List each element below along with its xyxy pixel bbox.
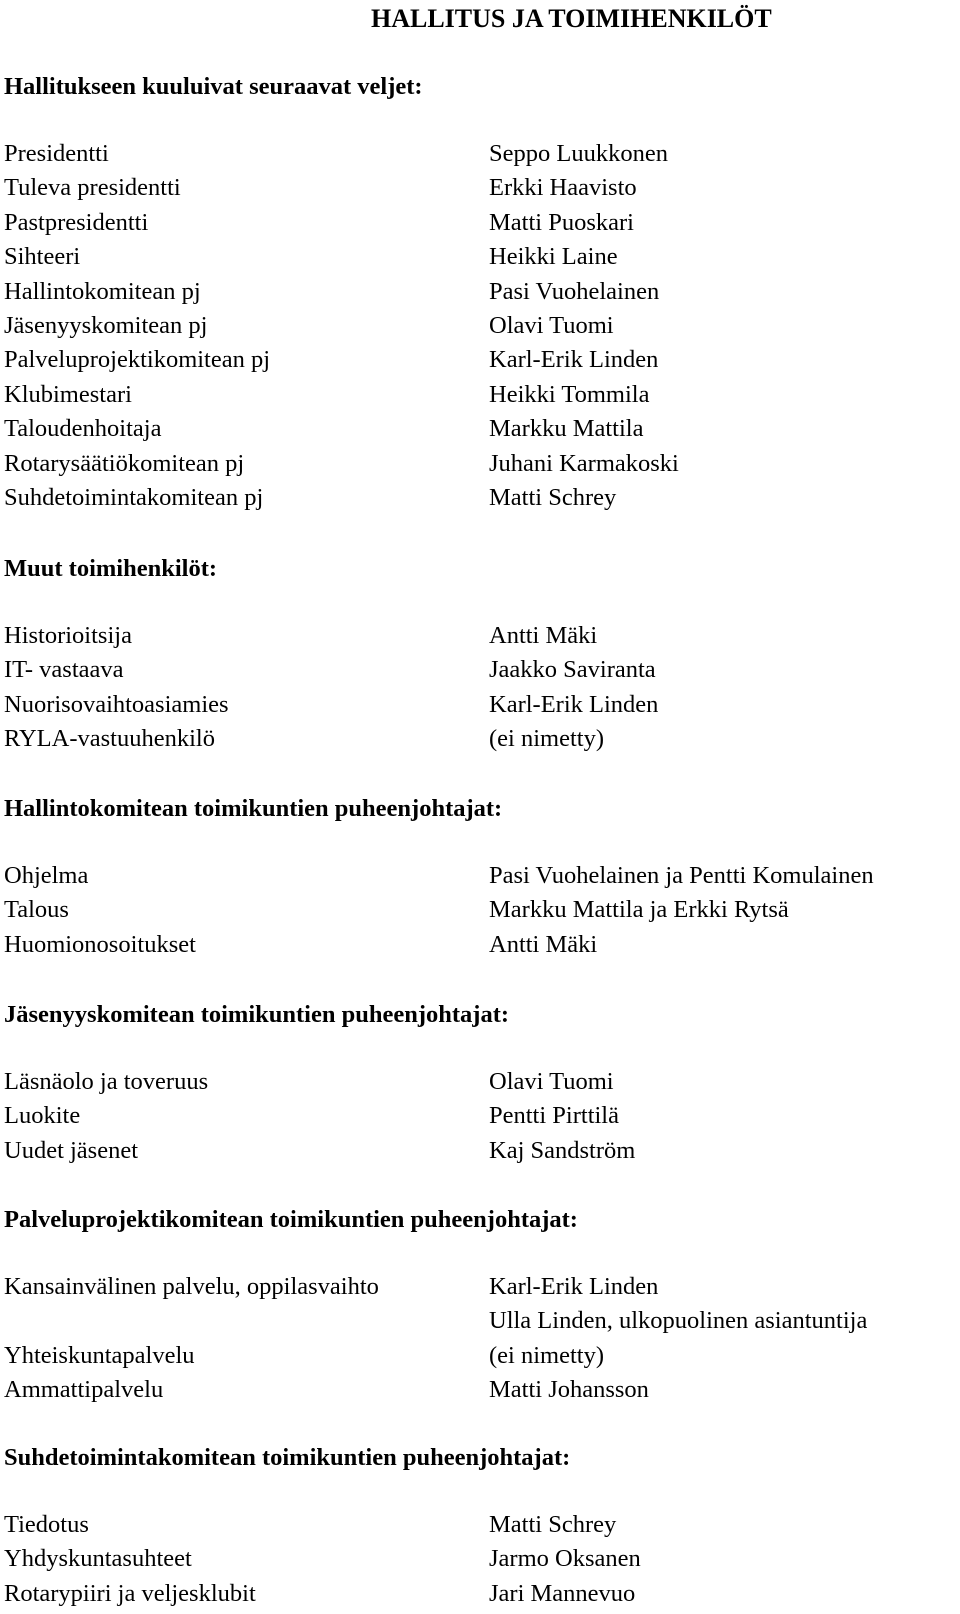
role-list [4, 1065, 954, 1168]
list-item [4, 1373, 954, 1407]
person-name: Olavi Tuomi [489, 311, 614, 339]
section-heading: Hallitukseen kuuluivat seuraavat veljet: [4, 73, 423, 100]
role-label: Taloudenhoitaja [4, 415, 162, 443]
person-name: Karl-Erik Linden [489, 690, 659, 718]
list-item [4, 1304, 954, 1338]
role-label: Ohjelma [4, 862, 89, 889]
person-name: Karl-Erik Linden [489, 346, 659, 374]
role-label: Presidentti [4, 140, 109, 167]
list-item [4, 1099, 954, 1133]
list-item [4, 1508, 954, 1542]
person-name: Markku Mattila ja Erkki Rytsä [489, 896, 789, 924]
list-item [4, 653, 954, 687]
role-label: IT- vastaava [4, 656, 124, 684]
person-name: Heikki Tommila [489, 380, 650, 408]
list-item [4, 928, 954, 962]
role-label: Luokite [4, 1102, 81, 1130]
role-label: Jäsenyyskomitean pj [4, 311, 208, 339]
list-item [4, 722, 954, 756]
role-label: Suhdetoimintakomitean pj [4, 483, 264, 511]
role-label: Rotarypiiri ja veljesklubit [4, 1579, 256, 1607]
list-item [4, 447, 954, 481]
section-service-committees [4, 1203, 954, 1408]
list-item [4, 1134, 954, 1168]
role-label: Yhteiskuntapalvelu [4, 1341, 195, 1369]
person-name: (ei nimetty) [489, 725, 604, 753]
person-name: Karl-Erik Linden [489, 1273, 659, 1300]
list-item [4, 688, 954, 722]
person-name: Pentti Pirttilä [489, 1102, 619, 1130]
list-item [4, 309, 954, 343]
list-item [4, 412, 954, 446]
role-label: RYLA-vastuuhenkilö [4, 725, 215, 753]
section-membership-committees [4, 998, 954, 1168]
person-name: Seppo Luukkonen [489, 140, 668, 167]
list-item [4, 619, 954, 653]
person-name: Heikki Laine [489, 243, 618, 271]
role-list [4, 137, 954, 515]
list-item [4, 378, 954, 412]
role-label: Uudet jäsenet [4, 1136, 139, 1164]
role-label: Palveluprojektikomitean pj [4, 346, 271, 374]
role-list [4, 1508, 954, 1611]
role-list [4, 619, 954, 757]
list-item [4, 343, 954, 377]
role-label: Huomionosoitukset [4, 930, 196, 958]
person-name: Jari Mannevuo [489, 1579, 636, 1607]
role-label: Yhdyskuntasuhteet [4, 1545, 192, 1573]
section-relations-committees [4, 1441, 954, 1611]
role-label: Sihteeri [4, 243, 81, 271]
role-list [4, 859, 954, 962]
person-name: (ei nimetty) [489, 1341, 604, 1369]
role-label: Ammattipalvelu [4, 1376, 164, 1404]
section-other-officers [4, 552, 954, 757]
role-label: Kansainvälinen palvelu, oppilasvaihto [4, 1273, 379, 1300]
section-heading: Hallintokomitean toimikuntien puheenjohtajat: [4, 795, 503, 822]
role-label: Tiedotus [4, 1511, 89, 1538]
section-heading: Muut toimihenkilöt: [4, 555, 218, 582]
page-title: HALLITUS JA TOIMIHENKILÖT [371, 4, 772, 33]
section-heading: Palveluprojektikomitean toimikuntien puheenjohtajat: [4, 1206, 578, 1233]
person-name: Matti Puoskari [489, 208, 634, 236]
list-item [4, 893, 954, 927]
role-label: Läsnäolo ja toveruus [4, 1068, 209, 1095]
role-label: Tuleva presidentti [4, 174, 181, 202]
role-label [4, 1304, 489, 1338]
list-item [4, 240, 954, 274]
person-name: Matti Johansson [489, 1376, 649, 1404]
role-label: Klubimestari [4, 380, 132, 408]
list-item [4, 171, 954, 205]
person-name: Markku Mattila [489, 415, 644, 443]
person-name: Kaj Sandström [489, 1136, 636, 1164]
role-label: Talous [4, 896, 69, 924]
role-label: Pastpresidentti [4, 208, 149, 236]
person-name: Erkki Haavisto [489, 174, 637, 202]
person-name: Matti Schrey [489, 483, 617, 511]
section-heading: Suhdetoimintakomitean toimikuntien puheenjohtajat: [4, 1444, 571, 1471]
role-list [4, 1270, 954, 1408]
section-admin-committees [4, 792, 954, 962]
list-item [4, 481, 954, 515]
list-item [4, 1577, 954, 1611]
list-item [4, 275, 954, 309]
person-name: Olavi Tuomi [489, 1068, 614, 1095]
person-name: Jaakko Saviranta [489, 656, 656, 684]
person-name: Antti Mäki [489, 930, 598, 958]
list-item [4, 1339, 954, 1373]
list-item [4, 206, 954, 240]
person-name: Ulla Linden, ulkopuolinen asiantuntija [489, 1307, 868, 1335]
list-item [4, 1270, 954, 1304]
role-label: Nuorisovaihtoasiamies [4, 690, 229, 718]
section-heading: Jäsenyyskomitean toimikuntien puheenjohtajat: [4, 1001, 510, 1028]
list-item [4, 1065, 954, 1099]
person-name: Juhani Karmakoski [489, 449, 679, 477]
role-label: Historioitsija [4, 622, 132, 649]
person-name: Jarmo Oksanen [489, 1545, 641, 1573]
list-item [4, 1542, 954, 1576]
person-name: Pasi Vuohelainen ja Pentti Komulainen [489, 862, 874, 889]
person-name: Pasi Vuohelainen [489, 277, 660, 305]
section-board [4, 70, 954, 515]
person-name: Antti Mäki [489, 622, 598, 649]
role-label: Hallintokomitean pj [4, 277, 201, 305]
role-label: Rotarysäätiökomitean pj [4, 449, 245, 477]
person-name: Matti Schrey [489, 1511, 617, 1538]
list-item [4, 137, 954, 171]
list-item [4, 859, 954, 893]
